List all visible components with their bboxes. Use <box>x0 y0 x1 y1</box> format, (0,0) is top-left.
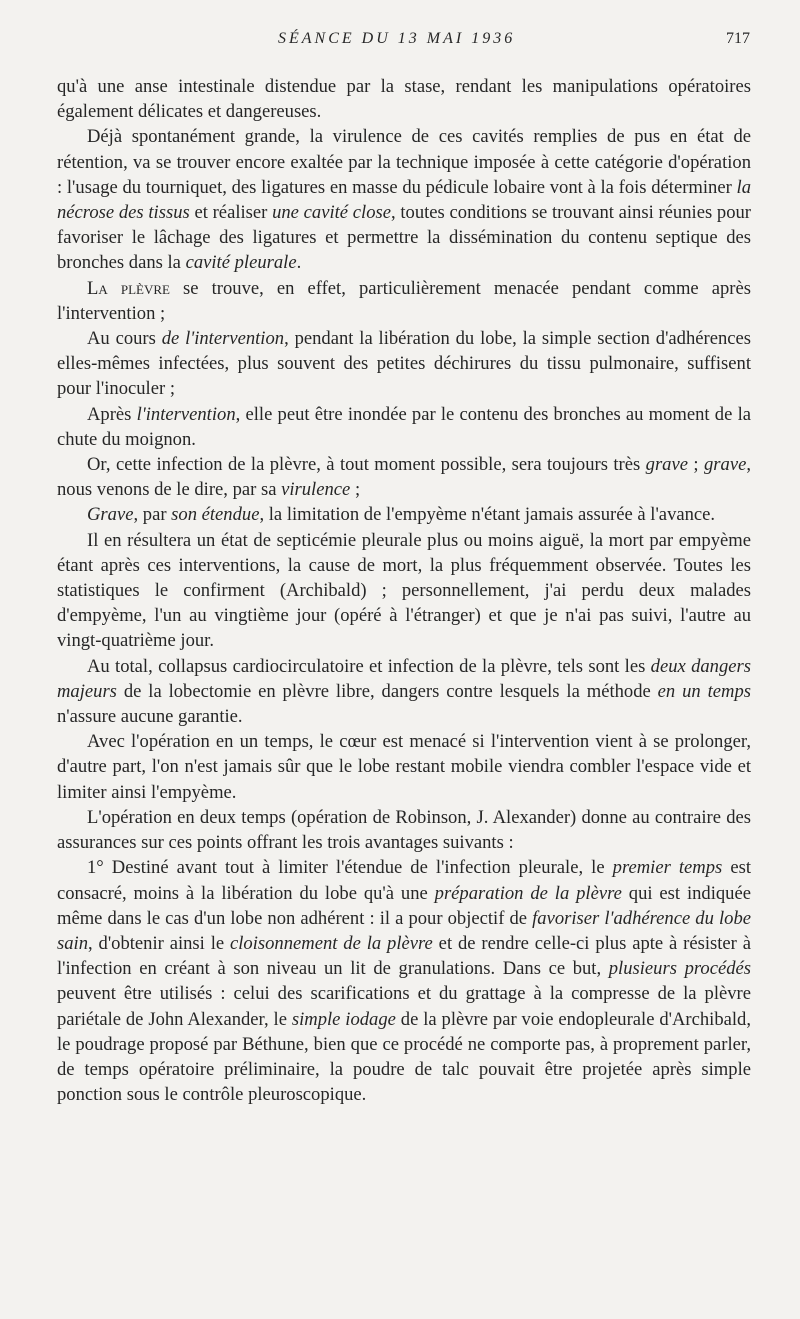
page-header <box>0 30 800 54</box>
emphasis: en un temps <box>657 680 751 702</box>
emphasis: cavité pleurale <box>185 252 297 274</box>
emphasis: plusieurs procédés <box>608 958 751 980</box>
emphasis: deux dangers majeurs <box>57 655 751 702</box>
emphasis: grave <box>645 454 688 476</box>
emphasis: premier temps <box>612 857 723 879</box>
emphasis: simple iodage <box>291 1008 396 1030</box>
paragraph-7: Grave, par son étendue, la limitation de l'empyème n'étant jamais assurée à l'avance. <box>87 504 716 526</box>
emphasis: de l'intervention <box>161 328 285 350</box>
paragraph-3: La plèvre se trouve, en effet, particulièrement menacée pendant comme après l'intervention ; <box>57 277 751 324</box>
paragraph-4: Au cours de l'intervention, pendant la libération du lobe, la simple section d'adhérences elles-mêmes infectées, plus souvent des petites déchirures du tissu pulmonaire, suffisent pour l'inoculer ; <box>57 328 752 400</box>
paragraph-2: Déjà spontanément grande, la virulence de ces cavités remplies de pus en état de rétention, va se trouver encore exaltée par la technique imposée à cette catégorie d'opération : l'usage du tourniquet, des ligatures en masse du pédicule lobaire vont à la fois déterminer la nécrose des tissus et réaliser une cavité close, toutes conditions se trouvant ainsi réunies pour favoriser le lâchage des ligatures et permettre la dissémination du contenu septique des bronches dans la cavité pleurale. <box>57 126 751 274</box>
emphasis: cloisonnement de la plèvre <box>230 932 433 954</box>
emphasis: favoriser l'adhérence du lobe sain <box>57 907 751 954</box>
body-text <box>57 74 751 1107</box>
emphasis: l'intervention <box>136 403 236 425</box>
emphasis: Grave <box>87 504 134 526</box>
emphasis: la nécrose des tissus <box>57 176 751 224</box>
emphasis: son étendue <box>171 504 260 526</box>
paragraph-12: 1° Destiné avant tout à limiter l'étendue de l'infection pleurale, le premier temps est consacré, moins à la libération du lobe qu'à une préparation de la plèvre qui est indiquée même dans le cas d'un lobe non adhérent : il a pour objectif de favoriser l'adhérence du lobe sain, d'obtenir ainsi le cloisonnement de la plèvre et de rendre celle-ci plus apte à résister à l'infection en créant à son niveau un lit de granulations. Dans ce but, plusieurs procédés peuvent être utilisés : celui des scarifications et du grattage à la compresse de la plèvre pariétale de John Alexander, le simple iodage de la plèvre par voie endopleurale d'Archibald, le poudrage proposé par Béthune, bien que ce procédé ne comporte pas, à proprement parler, de temps opératoire préliminaire, la poudre de talc pouvait être projetée après simple ponction sous le contrôle pleuroscopique. <box>57 857 751 1106</box>
page-number: 717 <box>726 30 750 47</box>
emphasis: virulence <box>281 479 351 501</box>
paragraph-1: qu'à une anse intestinale distendue par la stase, rendant les manipulations opératoires également délicates et dangereuses. <box>57 76 751 123</box>
paragraph-8: Il en résultera un état de septicémie pleurale plus ou moins aiguë, la mort par empyème étant après ces interventions, la cause de mort, la plus fréquemment observée. Toutes les statistiques le confirment (Archibald) ; personnellement, j'ai perdu deux malades d'empyème, l'un au vingtième jour (opéré à l'étranger) et que je n'ai pas suivi, l'autre au vingt-quatrième jour. <box>57 529 751 652</box>
emphasis: grave <box>704 454 747 476</box>
paragraph-11: L'opération en deux temps (opération de Robinson, J. Alexander) donne au contraire des assurances sur ces points offrant les trois avantages suivants : <box>57 806 751 854</box>
paragraph-9: Au total, collapsus cardiocirculatoire et infection de la plèvre, tels sont les deux dangers majeurs de la lobectomie en plèvre libre, dangers contre lesquels la méthode en un temps n'assure aucune garantie. <box>57 655 751 728</box>
emphasis: préparation de la plèvre <box>434 882 622 904</box>
small-caps-lead: La plèvre <box>87 277 170 299</box>
emphasis: une cavité close <box>272 202 391 224</box>
paragraph-6: Or, cette infection de la plèvre, à tout moment possible, sera toujours très grave ; grave, nous venons de le dire, par sa virulence ; <box>57 454 751 501</box>
paragraph-10: Avec l'opération en un temps, le cœur est menacé si l'intervention vient à se prolonger, d'autre part, l'on n'est jamais sûr que le lobe restant mobile viendra combler l'espace vide et limiter ainsi l'empyème. <box>57 731 751 803</box>
running-title: SÉANCE DU 13 MAI 1936 <box>278 30 516 47</box>
paragraph-5: Après l'intervention, elle peut être inondée par le contenu des bronches au moment de la chute du moignon. <box>57 403 751 450</box>
